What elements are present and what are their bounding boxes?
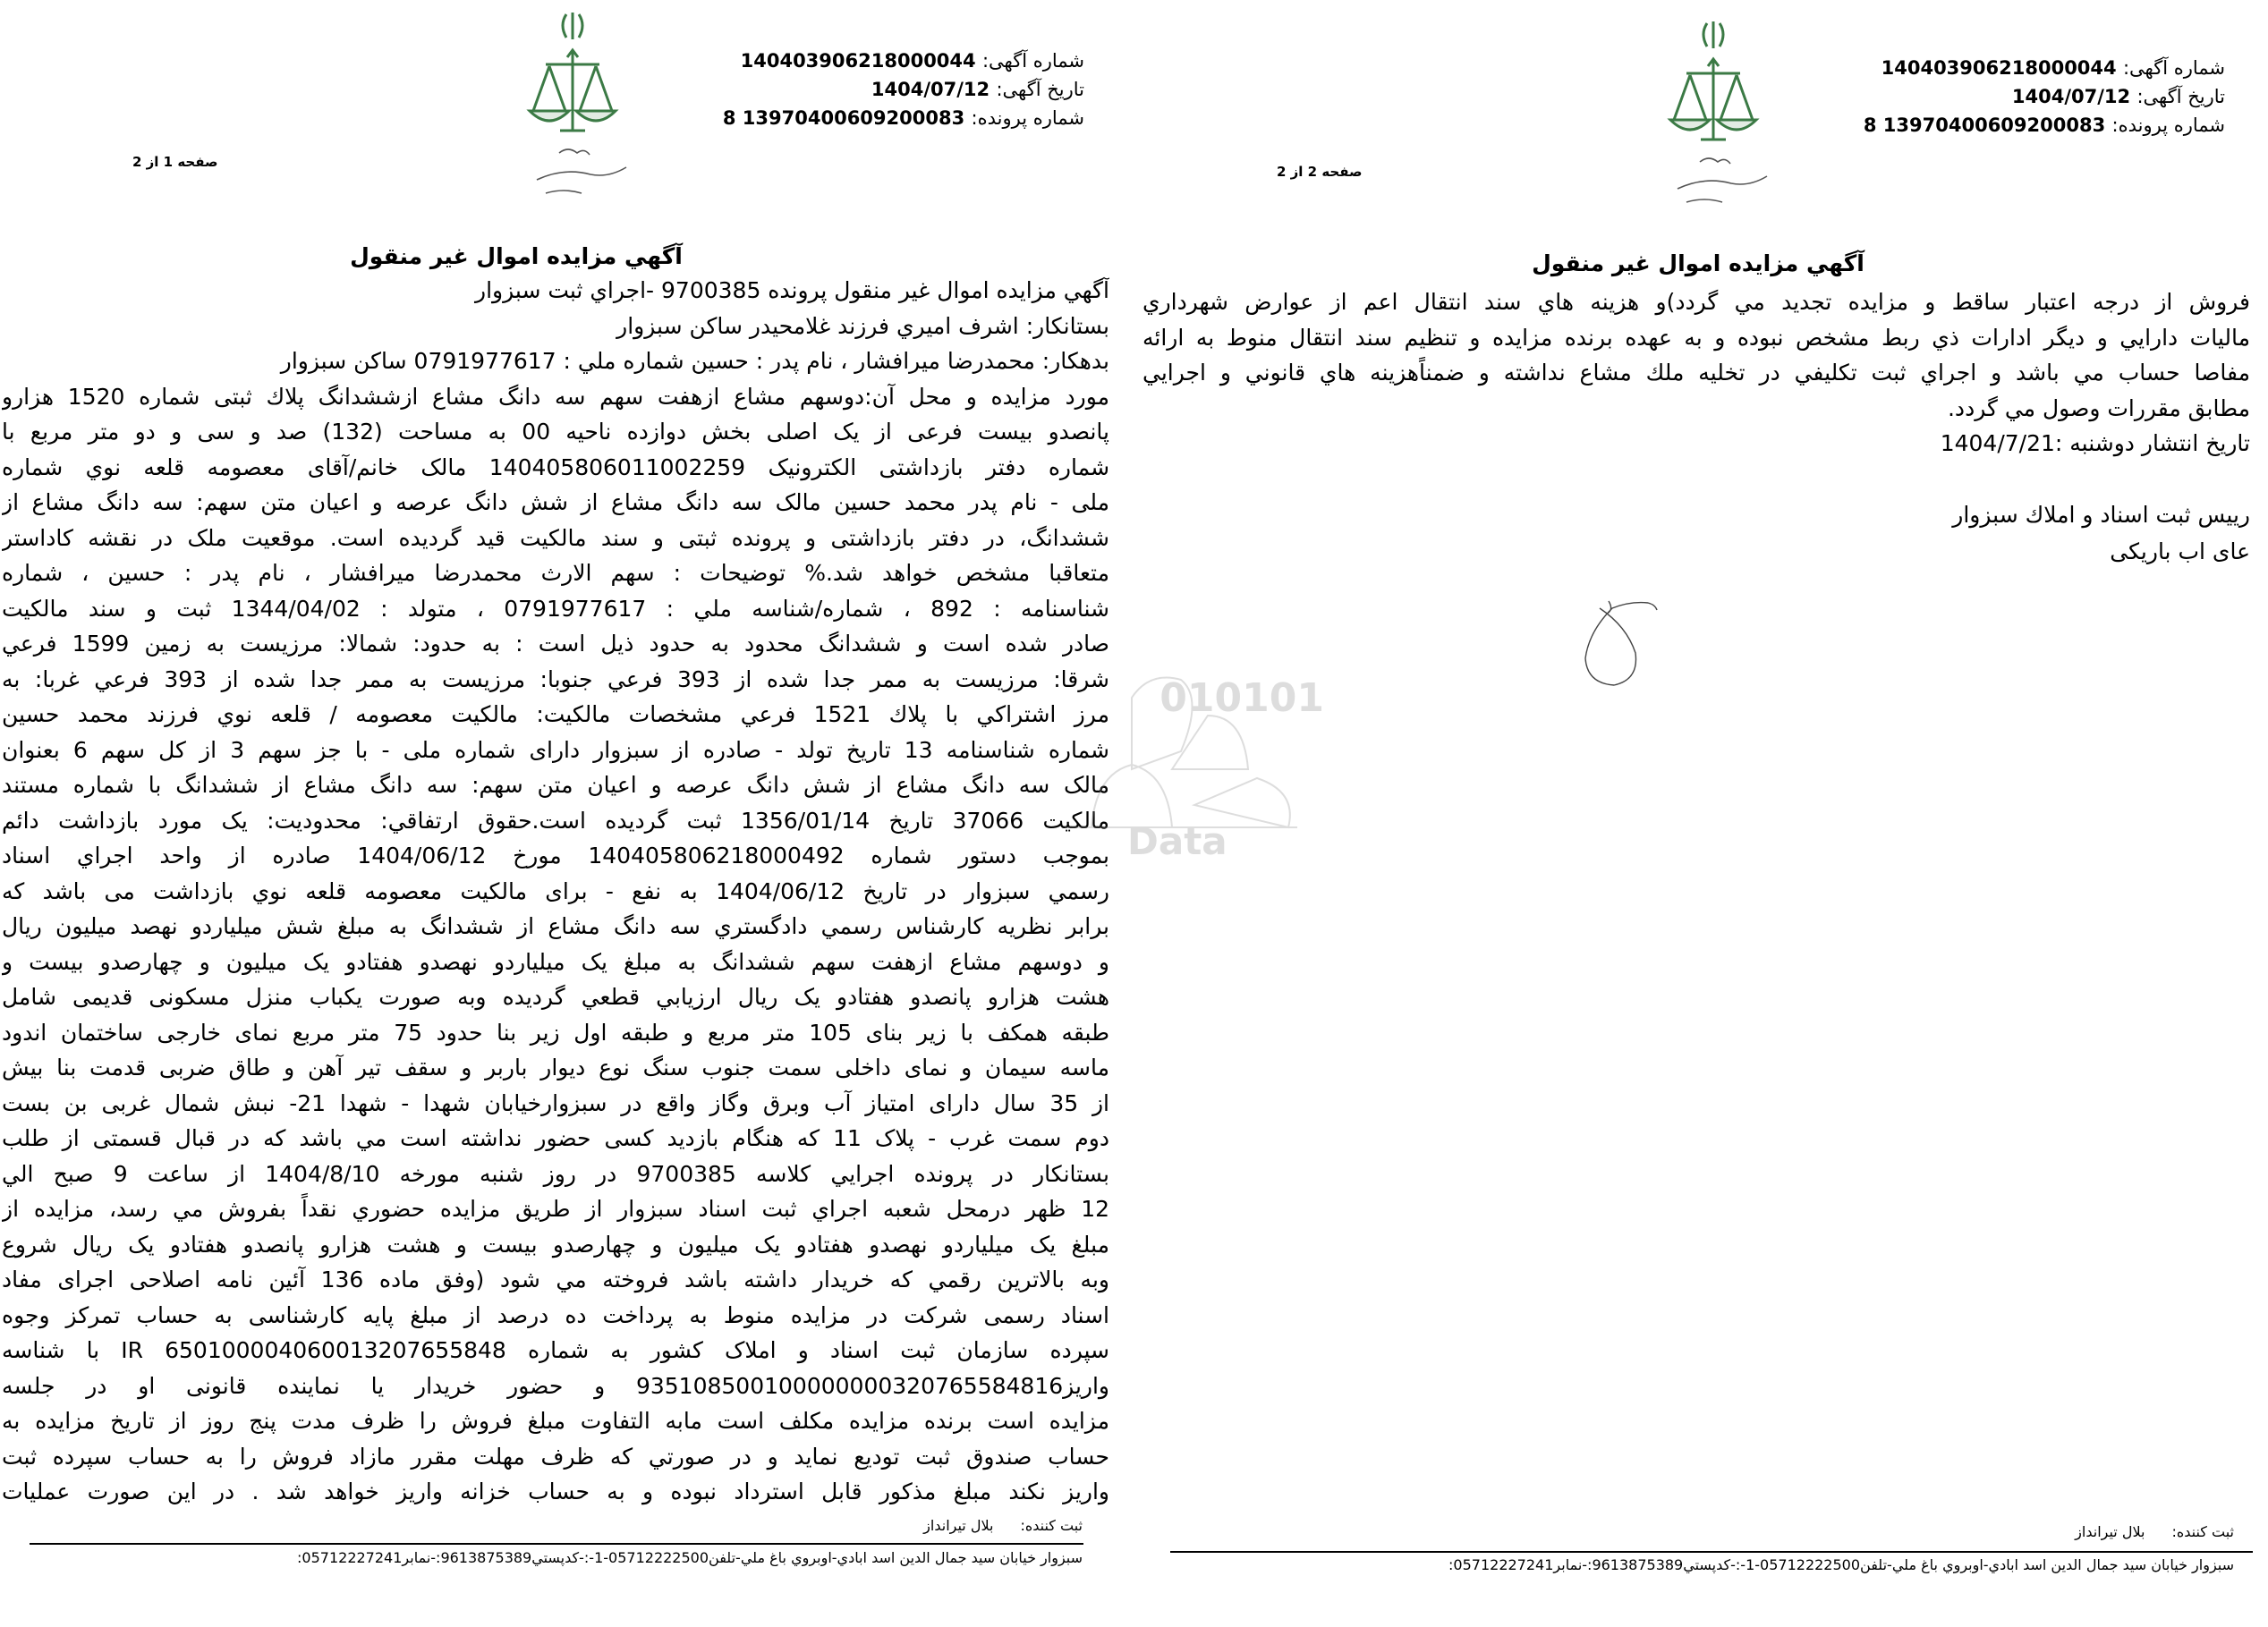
notice-number: 140403906218000044 — [740, 50, 976, 72]
svg-text:010101: 010101 — [1159, 675, 1324, 721]
text-line: بستانكار در پرونده اجرايي كلاسه 9700385 در روز شنبه مورخه 1404/8/10 از ساعت 9 صبح الي — [2, 1160, 1109, 1187]
notice-title: آگهي مزايده اموال غير منقول — [1532, 250, 1865, 276]
text-line: ملی - نام پدر محمد حسين مالک سه دانگ مشاع از شش دانگ عرصه و اعيان متن سهم: سه دانگ مشاع از — [2, 489, 1109, 515]
notice-header — [1864, 54, 2225, 140]
text-line: مطابق مقررات وصول مي گردد. — [1947, 394, 2250, 421]
text-line: از 35 سال دارای امتياز آب وبرق وگاز واقع در سبزوارخيابان شهدا - شهدا 21- نبش شمال غربی بن بست — [2, 1089, 1109, 1116]
registrar: ثبت كننده:بلال تيرانداز — [2075, 1523, 2234, 1540]
text-line: شماره شناسنامه 13 تاريخ تولد - صادره از سبزوار دارای شماره ملی - با جز سهم 3 از کل سهم 6 بعنوان — [2, 736, 1109, 763]
text-line: فروش از درجه اعتبار ساقط و مزايده تجديد مي گردد)و هزينه هاي سند انتقال اعم از عوارض شهرداري — [1142, 289, 2250, 315]
page-number: صفحه 1 از 2 — [132, 154, 218, 170]
text-line: شماره دفتر بازداشتی الکترونیک 140405806011002259 مالک خانم/آقای معصومه قلعه نوي شماره — [2, 453, 1109, 480]
text-line: بستانكار: اشرف اميري فرزند غلامحيدر ساكن سبزوار — [616, 312, 1109, 339]
notice-number: 140403906218000044 — [1881, 57, 2117, 79]
notice-date-row: تاریخ آگهی: 1404/07/12 — [871, 79, 1084, 100]
text-line: دوم سمت غرب - پلاک 11 كه هنگام بازديد كسی حضور نداشته است مي باشد كه در قبال قسمتی از طلب — [2, 1125, 1109, 1151]
text-line: مالک سه دانگ مشاع از شش دانگ عرصه و اعيان متن سهم: سه دانگ مشاع از ششدانگ با شماره مستند — [2, 772, 1109, 798]
page-2 — [1136, 0, 2268, 1627]
text-line: بموجب دستور شماره 140405806218000492 مورخ 1404/06/12 صادره از واحد اجراي اسناد — [2, 843, 1109, 869]
text-line: برابر نظريه كارشناس رسمي دادگستري سه دانگ مشاع از ششدانگ به مبلغ شش ميلياردو نهصد ميليون ريال — [2, 913, 1109, 939]
registrar: ثبت كننده:بلال تيرانداز — [923, 1517, 1083, 1534]
text-line: مزايده است برنده مزايده مكلف است مابه التفاوت مبلغ فروش را ظرف مدت پنج روز از تاريخ مزايده به — [2, 1408, 1109, 1434]
text-line: واريز نكند مبلغ مذكور قابل استرداد نبوده و به حساب خزانه واريز خواهد شد . در اين صورت عمليات — [2, 1479, 1109, 1504]
notice-date: 1404/07/12 — [871, 79, 990, 100]
text-line: 12 ظهر درمحل شعبه اجراي ثبت اسناد سبزوار از طريق مزايده حضوري نقداً بفروش مي رسد، مزايده از — [2, 1196, 1109, 1222]
notice-body — [2, 273, 1109, 1510]
notice-date: 1404/07/12 — [2011, 86, 2131, 107]
notice-number-row: شماره آگهی: 140403906218000044 — [1881, 57, 2225, 79]
text-line: طبقه همكف با زير بنای 105 متر مربع و طبقه اول زير بنا حدود 75 متر مربع نمای خارجی ساختمان اندود — [2, 1019, 1109, 1046]
notice-body — [1142, 284, 2250, 462]
text-line: مبلغ يک ميلياردو نهصدو هفتادو يک ميليون و چهارصدو بيست و هشت هزارو پانصدو هفتادو يک ريال شروع — [2, 1231, 1109, 1258]
text-line: مفاصا حساب مي باشد و اجراي ثبت تكليفي در تخليه ملك مشاع نداشته و ضمناًهزينه هاي قانوني و اجرايي — [1142, 360, 2250, 386]
text-line: سپرده سازمان ثبت اسناد و املاک کشور به شماره IR 650100004060013207655848 با شناسه — [2, 1337, 1109, 1363]
notice-header — [723, 47, 1084, 132]
signatory-title: رييس ثبت اسناد و املاك سبزوار — [1952, 502, 2250, 528]
judiciary-logo-icon — [474, 5, 671, 202]
text-line: رسمي سبزوار در تاريخ 1404/06/12 به نفع - برای مالكيت معصومه قلعه نوي بازداشت می باشد كه — [2, 877, 1109, 904]
signatory-name: عای اب باریکی — [2110, 538, 2250, 564]
file-number-row: شماره پرونده: 13970400609200083 8 — [722, 107, 1084, 129]
text-line: تاريخ انتشار دوشنبه :1404/7/21 — [1940, 430, 2250, 456]
file-number: 13970400609200083 8 — [722, 107, 965, 129]
notice-date-row: تاریخ آگهی: 1404/07/12 — [2011, 86, 2225, 107]
notice-title: آگهي مزايده اموال غير منقول — [350, 243, 683, 269]
watermark-brand: Data — [1127, 819, 1227, 863]
text-line: ماسه سيمان و نمای داخلی سمت جنوب سنگ نوع ديوار باربر و سقف تير آهن و طاق ضربی قدمت بنا بيش — [2, 1055, 1109, 1080]
text-line: حساب صندوق ثبت توديع نمايد و در صورتي كه ظرف مهلت مقرر مازاد فروش را به حساب سپرده ثبت — [2, 1443, 1109, 1470]
text-line: و دوسهم مشاع ازهفت سهم ششدانگ به مبلغ يک ميلياردو نهصدو هفتادو يک ميليون و چهارصدو بيست و — [2, 948, 1109, 975]
registrar-name: بلال تيرانداز — [2075, 1523, 2145, 1540]
footer-divider — [1170, 1551, 2253, 1553]
text-line: ماليات دارايي و ديگر ادارات ذي ربط مشخص نبوده و به عهده برنده مزايده و تنظيم سند انتقال منوط به ارائه — [1142, 324, 2250, 351]
text-line: بدهكار: محمدرضا ميرافشار ، نام پدر : حسين شماره ملي : 0791977617 ساكن سبزوار — [280, 348, 1109, 374]
text-line: هشت هزارو پانصدو هفتادو يک ريال ارزيابي قطعي گرديده وبه صورت يكباب منزل مسكونی قديمی شامل — [2, 984, 1109, 1010]
text-line: واريز935108500100000000320765584816 و حضور خريدار يا نماينده قانونی او در جلسه — [2, 1372, 1109, 1399]
text-line: آگهي مزايده اموال غير منقول پرونده 9700385 -اجراي ثبت سبزوار — [475, 277, 1109, 303]
text-line: ششدانگ، در دفتر بازداشتی و پرونده ثبتی و سند مالکیت قید گردیده است. موقعیت ملک در نقشه کاداستر — [2, 524, 1109, 551]
notice-number-row: شماره آگهی: 140403906218000044 — [740, 50, 1084, 72]
text-line: پانصدو بيست فرعی از یک اصلی بخش دوازده ناحيه 00 به مساحت (132) صد و سی و دو متر مربع با — [2, 419, 1109, 445]
text-line: وبه بالاترين رقمي كه خريدار داشته باشد فروخته مي شود (وفق ماده 136 آئين نامه اصلاحی اجرای مفاد — [2, 1267, 1109, 1292]
text-line: مالكيت 37066 تاريخ 1356/01/14 ثبت گرديده است.حقوق ارتفاقي: محدوديت: يک مورد بازداشت دائم — [2, 807, 1109, 834]
text-line: مورد مزايده و محل آن:دوسهم مشاع ازهفت سهم سه دانگ مشاع ازششدانگ پلاك ثبتی شماره 1520 هزارو — [2, 383, 1109, 410]
footer-address: سبزوار خيابان سيد جمال الدين اسد ابادي-اوبروي باغ ملي-تلفن05712222500-1-:-كدپستي9613875389:-نمابر05712227241: — [297, 1549, 1083, 1566]
text-line: شرقا: مرزيست به ممر جدا شده از 393 فرعي جنوبا: مرزيست به ممر جدا شده از 393 فرعي غربا: به — [2, 665, 1109, 692]
text-line: شناسنامه : 892 ، شماره/شناسه ملي : 0791977617 ، متولد : 1344/04/02 ثبت و سند مالكيت — [2, 595, 1109, 622]
signature-icon — [1584, 599, 1664, 689]
registrar-name: بلال تيرانداز — [923, 1517, 994, 1534]
file-number: 13970400609200083 8 — [1863, 114, 2106, 136]
text-line: مرز اشتراكي با پلاك 1521 فرعي مشخصات مالكيت: مالكيت معصومه / قلعه نوي فرزند محمد حسين — [2, 701, 1109, 727]
file-number-row: شماره پرونده: 13970400609200083 8 — [1863, 114, 2225, 136]
signatory — [1952, 496, 2250, 570]
judiciary-logo-icon — [1615, 14, 1812, 211]
text-line: صادر شده است و ششدانگ محدود به حدود ذيل است : به حدود: شمالا: مرزيست به زمين 1599 فرعي — [2, 631, 1109, 657]
footer-address: سبزوار خيابان سيد جمال الدين اسد ابادي-اوبروي باغ ملي-تلفن05712222500-1-:-كدپستي9613875389:-نمابر05712227241: — [1448, 1556, 2234, 1573]
text-line: اسناد رسمی شرکت در مزایده منوط به پرداخت ده درصد از مبلغ پایه کارشناسی به حساب تمرکز وجوه — [2, 1301, 1109, 1328]
page-number: صفحه 2 از 2 — [1277, 164, 1363, 180]
text-line: متعاقبا مشخص خواهد شد.% توضيحات : سهم الارث محمدرضا ميرافشار ، نام پدر : حسين ، شماره — [2, 560, 1109, 586]
footer-divider — [30, 1543, 1083, 1545]
